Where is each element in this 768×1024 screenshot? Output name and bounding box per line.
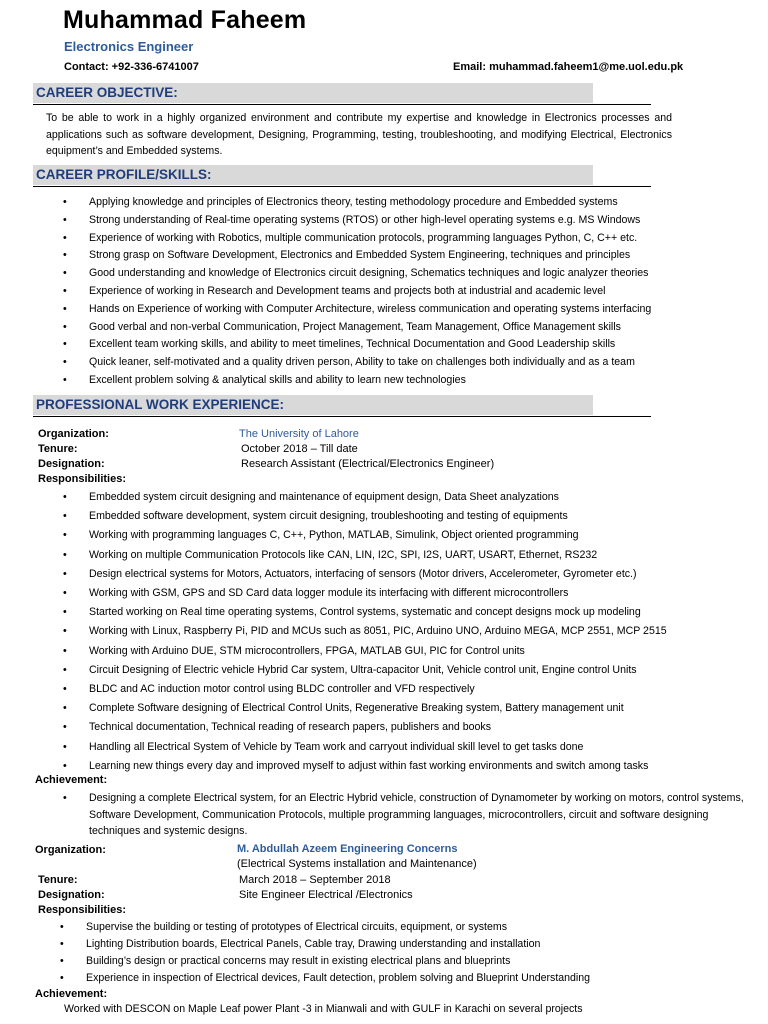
- bullet-icon: •: [63, 548, 67, 561]
- responsibility-item-text: Working on multiple Communication Protocols like CAN, LIN, I2C, SPI, I2S, UART, USART, Ethernet, RS232: [89, 548, 598, 561]
- skill-item-text: Applying knowledge and principles of Electronics theory, testing methodology procedure and Embedded systems: [89, 196, 618, 208]
- responsibility-item-text: Working with Arduino DUE, STM microcontrollers, FPGA, MATLAB GUI, PIC for Control units: [89, 644, 525, 657]
- bullet-icon: •: [63, 587, 67, 600]
- responsibilities-label: Responsibilities:: [38, 904, 127, 916]
- responsibility-item: [63, 507, 667, 526]
- bullet-icon: •: [63, 510, 67, 523]
- section-header-career-profile: [33, 165, 593, 185]
- responsibility-item-text: Design electrical systems for Motors, Actuators, interfacing of sensors (Motor drivers, Accelerometer, Gyrometer etc.): [89, 567, 637, 580]
- responsibility-item: [63, 546, 667, 565]
- section-divider: [33, 186, 651, 187]
- skill-item-text: Good understanding and knowledge of Electronics circuit designing, Schematics techniques and logic analyzer theories: [89, 267, 649, 280]
- bullet-icon: •: [60, 921, 64, 933]
- skill-item-text: Strong grasp on Software Development, Electronics and Embedded System Engineering, techniques and principles: [89, 249, 631, 262]
- bullet-icon: •: [63, 721, 67, 734]
- skill-item: [63, 372, 651, 390]
- section-title: CAREER OBJECTIVE:: [36, 85, 178, 100]
- responsibility-item: [63, 603, 667, 622]
- designation-label: Designation:: [38, 889, 105, 901]
- contact-phone: Contact: +92-336-6741007: [64, 61, 199, 73]
- responsibility-item: [60, 936, 590, 953]
- bullet-icon: •: [63, 606, 67, 619]
- skill-item: [63, 336, 651, 354]
- job2-responsibilities-list: [60, 919, 591, 987]
- job2-tenure: March 2018 – September 2018: [239, 874, 391, 886]
- bullet-icon: •: [63, 491, 67, 503]
- achievement-label: Achievement:: [35, 774, 108, 786]
- bullet-icon: •: [63, 302, 67, 315]
- bullet-icon: •: [63, 625, 67, 638]
- responsibility-item-text: Circuit Designing of Electric vehicle Hybrid Car system, Ultra-capacitor Unit, Vehicle control unit, Engine control Units: [89, 663, 637, 676]
- responsibility-item: [63, 718, 667, 737]
- responsibility-item-text: Supervise the building or testing of prototypes of Electrical circuits, equipment, or systems: [86, 921, 508, 933]
- bullet-icon: •: [63, 759, 67, 772]
- bullet-icon: •: [63, 196, 67, 208]
- bullet-icon: •: [63, 663, 67, 676]
- bullet-icon: •: [63, 529, 67, 542]
- responsibility-item: [63, 622, 667, 641]
- section-header-work-experience: [33, 395, 593, 415]
- skill-item-text: Good verbal and non-verbal Communication, Project Management, Team Management, Office Management skills: [89, 320, 621, 333]
- responsibility-item-text: Working with Linux, Raspberry Pi, PID and MCUs such as 8051, PIC, Arduino UNO, Arduino MEGA, MCP 2551, MCP 2515: [89, 625, 667, 638]
- section-title: PROFESSIONAL WORK EXPERIENCE:: [36, 397, 285, 412]
- responsibility-item: [63, 584, 667, 603]
- achievement-label: Achievement:: [35, 988, 108, 1000]
- responsibility-item: [63, 526, 667, 545]
- responsibility-item: [63, 738, 667, 757]
- responsibility-item-text: Embedded software development, system circuit designing, troubleshooting and testing of equipments: [89, 510, 568, 523]
- section-header-career-objective: [33, 83, 593, 103]
- job1-designation: Research Assistant (Electrical/Electronics Engineer): [241, 458, 495, 470]
- skill-item-text: Excellent team working skills, and ability to meet timelines, Technical Documentation and Good Leadership skills: [89, 338, 616, 351]
- job1-responsibilities-list: [63, 488, 667, 776]
- responsibility-item-text: BLDC and AC induction motor control using BLDC controller and VFD respectively: [89, 683, 475, 696]
- skill-item: [63, 230, 651, 248]
- job2-designation: Site Engineer Electrical /Electronics: [239, 889, 413, 901]
- achievement-text: Designing a complete Electrical system, for an Electric Hybrid vehicle, construction of Dynamometer by working on motors, control systems, Software Development, Communication Protocols, multiple programming languages, microcontrollers, circuit and software designing techniques and systemic designs.: [89, 792, 744, 837]
- bullet-icon: •: [63, 702, 67, 715]
- job2-organization-note: (Electrical Systems installation and Maintenance): [237, 858, 477, 870]
- skill-item-text: Quick leaner, self-motivated and a quality driven person, Ability to take on challenges both individually and as a team: [89, 356, 635, 369]
- bullet-icon: •: [63, 213, 67, 226]
- bullet-icon: •: [63, 740, 67, 753]
- responsibility-item: [60, 953, 590, 970]
- tenure-label: Tenure:: [38, 443, 78, 455]
- bullet-icon: •: [63, 284, 67, 297]
- skill-item: [63, 354, 651, 372]
- skill-item: [63, 283, 651, 301]
- organization-label: Organization:: [38, 428, 109, 440]
- responsibility-item: [63, 565, 667, 584]
- responsibility-item-text: Started working on Real time operating systems, Control systems, systematic and concept designs mock up modeling: [89, 606, 641, 619]
- responsibilities-label: Responsibilities:: [38, 473, 127, 485]
- candidate-name: Muhammad Faheem: [63, 6, 307, 34]
- bullet-icon: •: [63, 231, 67, 244]
- bullet-icon: •: [60, 938, 64, 950]
- job1-achievement-list: [63, 790, 754, 840]
- responsibility-item-text: Complete Software designing of Electrical Control Units, Regenerative Breaking system, Battery management unit: [89, 702, 624, 715]
- skill-item: [63, 319, 651, 337]
- job2-achievement: Worked with DESCON on Maple Leaf power Plant -3 in Mianwali and with GULF in Karachi on several projects: [64, 1003, 583, 1015]
- bullet-icon: •: [63, 567, 67, 580]
- tenure-label: Tenure:: [38, 874, 78, 886]
- skill-item-text: Strong understanding of Real-time operating systems (RTOS) or other high-level operating systems e.g. MS Windows: [89, 213, 641, 226]
- organization-label: Organization:: [35, 844, 106, 856]
- responsibility-item: [63, 661, 667, 680]
- candidate-title: Electronics Engineer: [64, 39, 194, 54]
- skill-item-text: Hands on Experience of working with Computer Architecture, wireless communication and operating systems interfacing: [89, 302, 652, 315]
- responsibility-item-text: Lighting Distribution boards, Electrical Panels, Cable tray, Drawing understanding and installation: [86, 938, 541, 950]
- section-title: CAREER PROFILE/SKILLS:: [36, 167, 212, 182]
- job1-organization: The University of Lahore: [239, 428, 359, 440]
- job1-tenure: October 2018 – Till date: [241, 443, 358, 455]
- responsibility-item: [63, 699, 667, 718]
- responsibility-item-text: Learning new things every day and improved myself to adjust within fast working environments and switch among tasks: [89, 759, 649, 772]
- responsibility-item-text: Experience in inspection of Electrical devices, Fault detection, problem solving and Blueprint Understanding: [86, 972, 591, 984]
- responsibility-item-text: Handling all Electrical System of Vehicle by Team work and carryout individual skill level to get tasks done: [89, 740, 584, 753]
- job2-organization: M. Abdullah Azeem Engineering Concerns: [237, 843, 458, 855]
- responsibility-item: [60, 919, 590, 936]
- responsibility-item: [60, 970, 591, 987]
- responsibility-item-text: Embedded system circuit designing and maintenance of equipment design, Data Sheet analyzations: [89, 491, 559, 503]
- bullet-icon: •: [63, 356, 67, 369]
- skill-item-text: Experience of working with Robotics, multiple communication protocols, programming languages Python, C, C++ etc.: [89, 231, 638, 244]
- skills-list: [63, 194, 652, 390]
- responsibility-item: [63, 680, 667, 699]
- section-divider: [33, 416, 651, 417]
- responsibility-item-text: Technical documentation, Technical reading of research papers, publishers and books: [89, 721, 492, 734]
- job1-achievement: [63, 790, 754, 840]
- bullet-icon: •: [63, 373, 67, 386]
- contact-email: Email: muhammad.faheem1@me.uol.edu.pk: [453, 61, 684, 73]
- skill-item: [63, 194, 651, 212]
- responsibility-item: [63, 757, 667, 776]
- bullet-icon: •: [63, 683, 67, 696]
- bullet-icon: •: [63, 792, 67, 804]
- career-objective-text: To be able to work in a highly organized environment and contribute my expertise and knowledge in Electronics processes and applications such as software development, Designing, Programming, testing, troubleshooting, and modifying Electrical, Electronics equipment’s and Embedded systems.: [46, 112, 672, 157]
- bullet-icon: •: [63, 249, 67, 262]
- responsibility-item-text: Working with programming languages C, C++, Python, MATLAB, Simulink, Object oriented programming: [89, 529, 579, 542]
- section-divider: [33, 104, 651, 105]
- responsibility-item-text: Building’s design or practical concerns may result in existing electrical plans and blueprints: [86, 955, 511, 967]
- bullet-icon: •: [60, 955, 64, 967]
- skill-item: [63, 247, 651, 265]
- designation-label: Designation:: [38, 458, 105, 470]
- responsibility-item: [63, 642, 667, 661]
- bullet-icon: •: [63, 644, 67, 657]
- bullet-icon: •: [60, 972, 64, 984]
- skill-item-text: Excellent problem solving & analytical skills and ability to learn new technologies: [89, 373, 466, 386]
- responsibility-item-text: Working with GSM, GPS and SD Card data logger module its interfacing with different microcontrollers: [89, 587, 569, 600]
- bullet-icon: •: [63, 267, 67, 280]
- skill-item-text: Experience of working in Research and Development teams and projects both at industrial and academic level: [89, 284, 606, 297]
- bullet-icon: •: [63, 338, 67, 351]
- skill-item: [63, 212, 651, 230]
- skill-item: [63, 301, 652, 319]
- skill-item: [63, 265, 651, 283]
- responsibility-item: [63, 488, 667, 507]
- bullet-icon: •: [63, 320, 67, 333]
